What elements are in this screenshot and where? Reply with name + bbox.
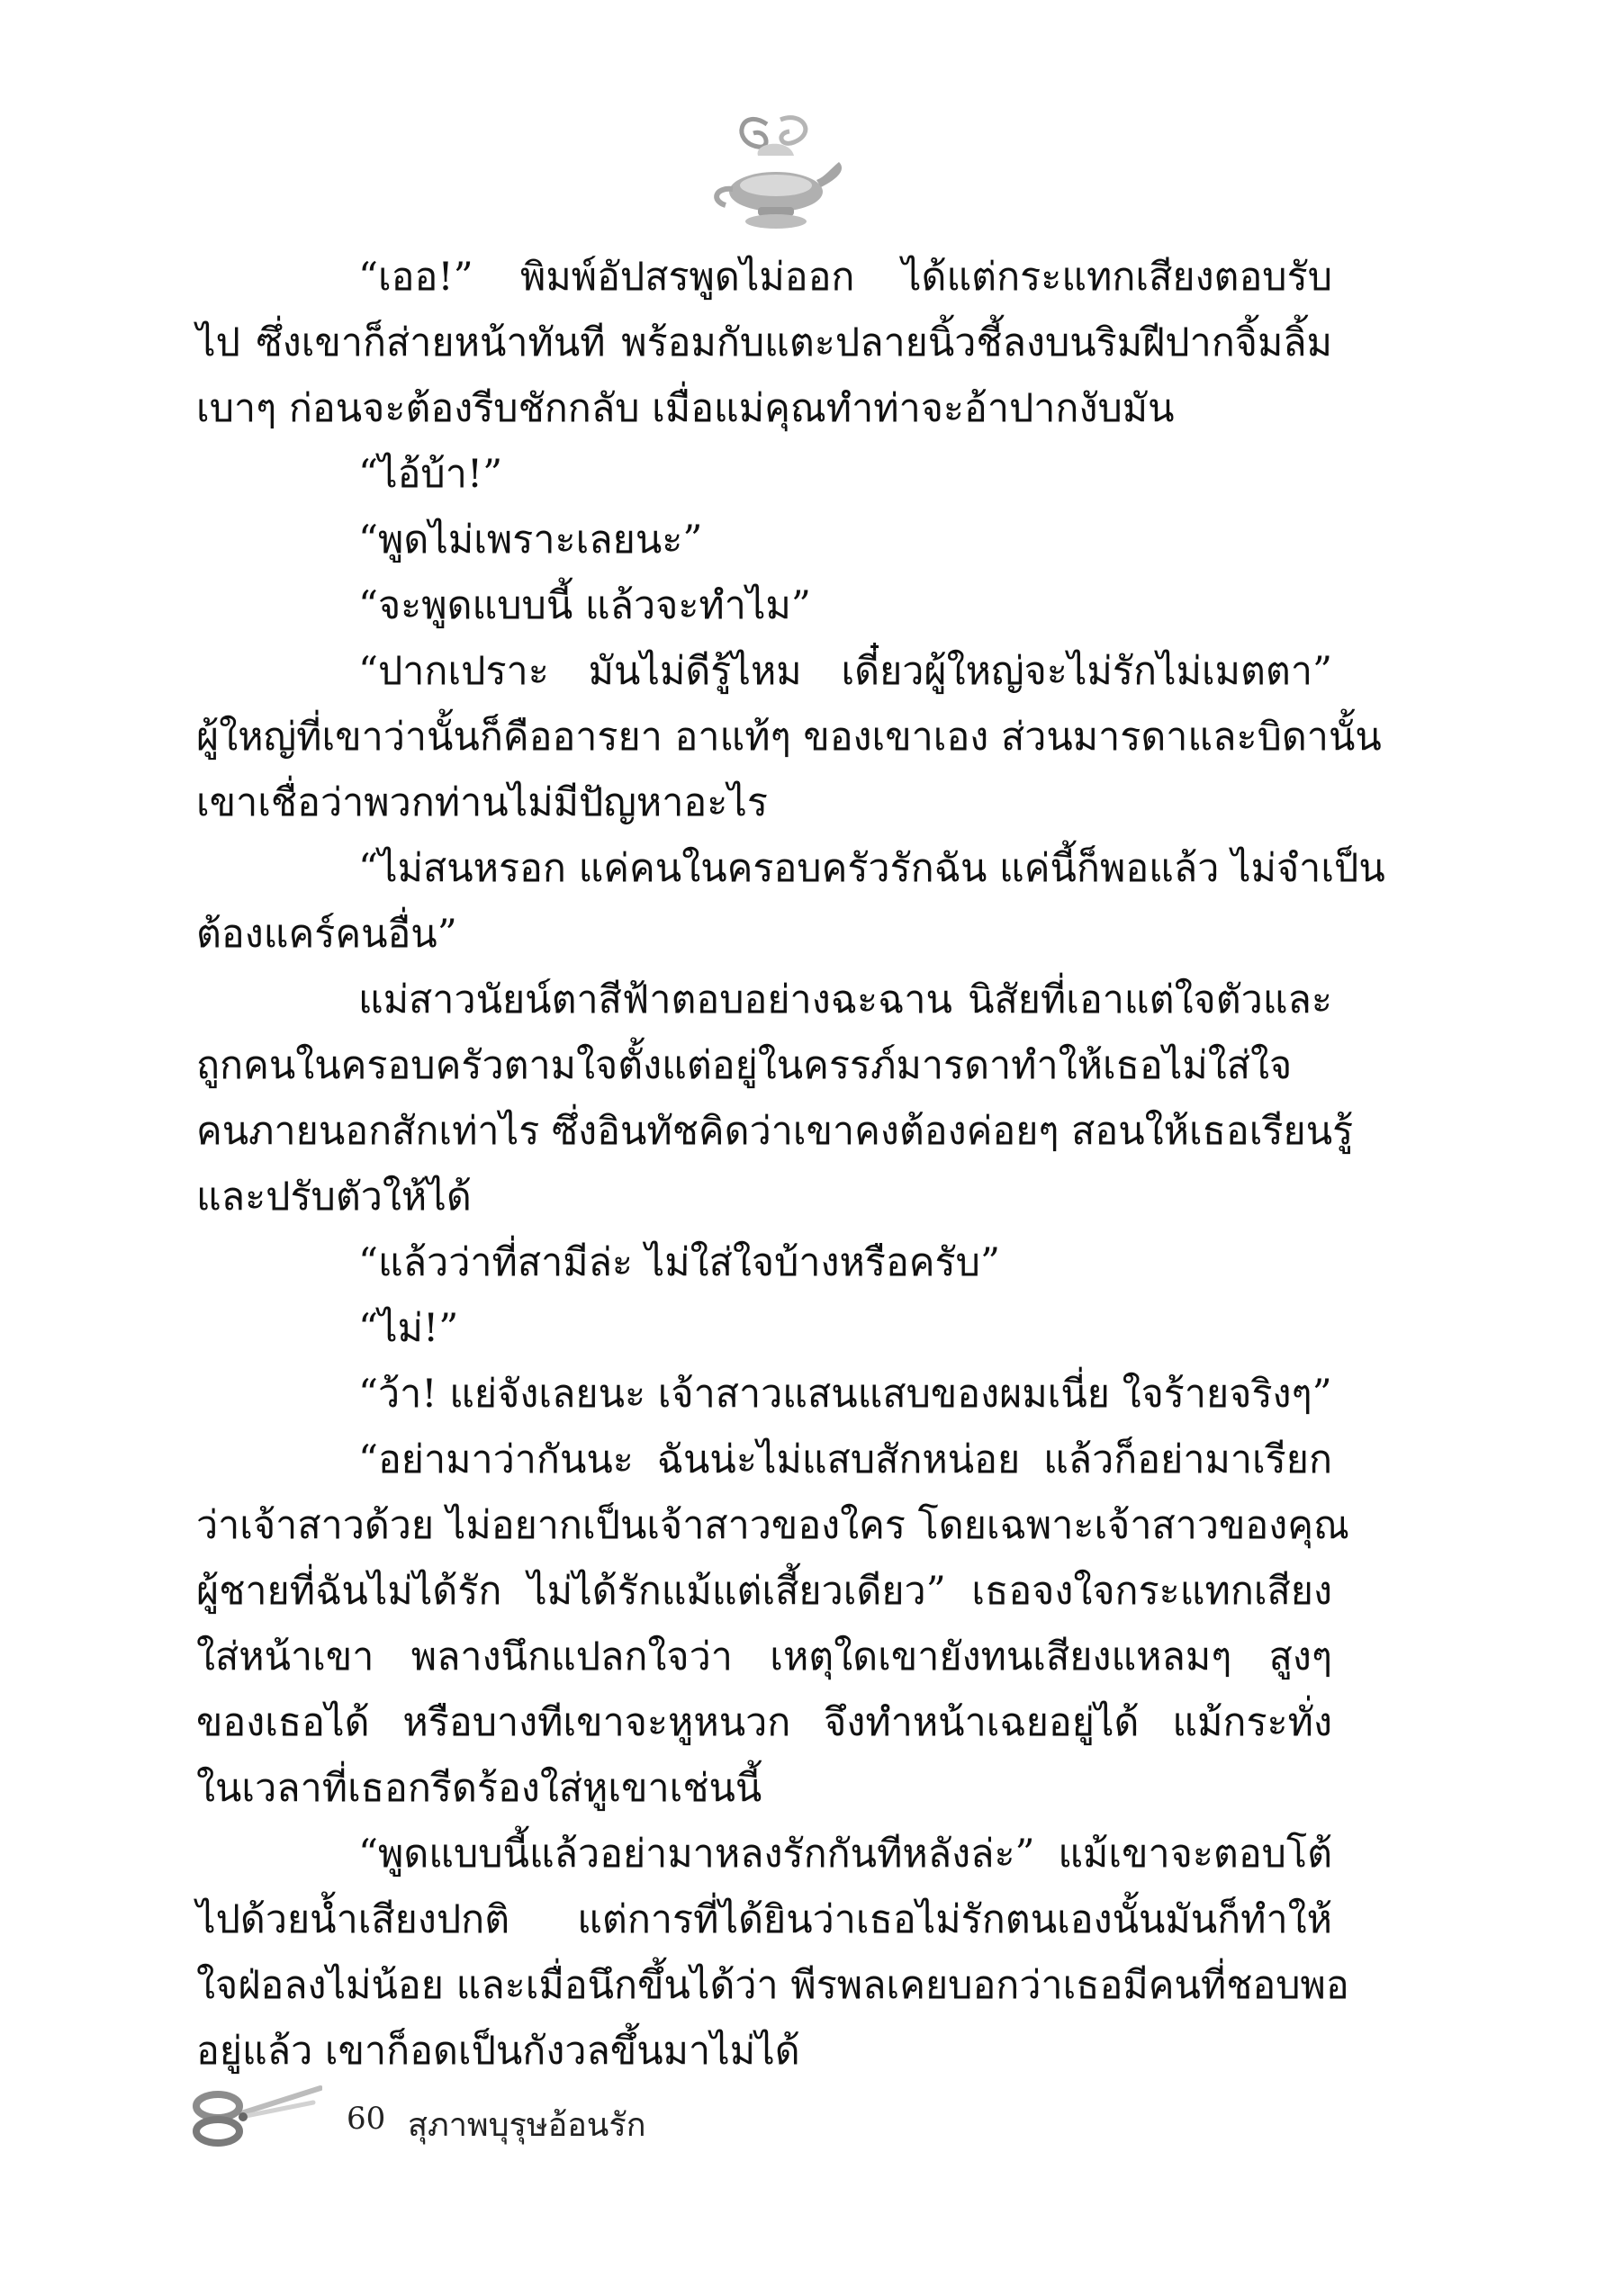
- paragraph: [196, 1362, 1332, 1427]
- paragraph: [196, 442, 1332, 508]
- text-line: “พูดไม่เพราะเลยนะ”: [358, 518, 703, 563]
- text-line: “เออ!” พิมพ์อัปสรพูดไม่ออก ได้แต่กระแทกเสียงตอบรับ: [358, 255, 1332, 300]
- text-line: ถูกคนในครอบครัวตามใจตั้งแต่อยู่ในครรภ์มารดาทำให้เธอไม่ใส่ใจ: [196, 1043, 1293, 1088]
- paragraph: [196, 639, 1382, 836]
- paragraph: [196, 1296, 1332, 1362]
- text-line: “จะพูดแบบนี้ แล้วจะทำไม”: [358, 583, 811, 628]
- text-line: และปรับตัวให้ได้: [196, 1175, 472, 1220]
- text-line: “พูดแบบนี้แล้วอย่ามาหลงรักกันทีหลังล่ะ” แม้เขาจะตอบโต้: [358, 1832, 1332, 1877]
- paragraph: [196, 1230, 1332, 1296]
- text-line: “อย่ามาว่ากันนะ ฉันน่ะไม่แสบสักหน่อย แล้วก็อย่ามาเรียก: [358, 1437, 1332, 1482]
- text-line: เบาๆ ก่อนจะต้องรีบชักกลับ เมื่อแม่คุณทำท่าจะอ้าปากงับมัน: [196, 386, 1175, 431]
- text-line: คนภายนอกสักเท่าไร ซึ่งอินทัชคิดว่าเขาคงต้องค่อยๆ สอนให้เธอเรียนรู้: [196, 1109, 1354, 1154]
- text-line: ไป ซึ่งเขาก็ส่ายหน้าทันที พร้อมกับแตะปลายนิ้วชี้ลงบนริมฝีปากจิ้มลิ้ม: [196, 320, 1332, 365]
- scissors-icon: [187, 2070, 322, 2160]
- text-line: อยู่แล้ว เขาก็อดเป็นกังวลขึ้นมาไม่ได้: [196, 2029, 800, 2074]
- text-line: “ไม่!”: [358, 1306, 459, 1351]
- text-line: ใส่หน้าเขา พลางนึกแปลกใจว่า เหตุใดเขายังทนเสียงแหลมๆ สูงๆ: [196, 1634, 1332, 1679]
- text-line: ใจฝ่อลงไม่น้อย และเมื่อนึกขึ้นได้ว่า พีรพลเคยบอกว่าเธอมีคนที่ชอบพอ: [196, 1963, 1349, 2008]
- paragraph: [196, 836, 1385, 968]
- text-line: “ว้า! แย่จังเลยนะ เจ้าสาวแสนแสบของผมเนี่ย ใจร้ายจริงๆ”: [358, 1372, 1332, 1417]
- text-line: “ไอ้บ้า!”: [358, 452, 503, 497]
- text-line: ว่าเจ้าสาวด้วย ไม่อยากเป็นเจ้าสาวของใคร โดยเฉพาะเจ้าสาวของคุณ: [196, 1503, 1349, 1548]
- text-line: ในเวลาที่เธอกรีดร้องใส่หูเขาเช่นนี้: [196, 1766, 762, 1811]
- paragraph: [196, 1427, 1349, 1822]
- text-line: ผู้ใหญ่ที่เขาว่านั้นก็คืออารยา อาแท้ๆ ของเขาเอง ส่วนมารดาและบิดานั้น: [196, 715, 1382, 760]
- text-line: “ปากเปราะ มันไม่ดีรู้ไหม เดี๋ยวผู้ใหญ่จะไม่รักไม่เมตตา”: [358, 649, 1332, 694]
- text-line: แม่สาวนัยน์ตาสีฟ้าตอบอย่างฉะฉาน นิสัยที่เอาแต่ใจตัวและ: [358, 977, 1332, 1022]
- teapot-lamp-icon: [704, 106, 848, 241]
- page-footer: [187, 2070, 817, 2169]
- text-line: “ไม่สนหรอก แค่คนในครอบครัวรักฉัน แค่นี้ก็พอแล้ว ไม่จำเป็น: [358, 846, 1385, 891]
- paragraph: [196, 968, 1354, 1230]
- paragraph: [196, 573, 1332, 639]
- text-line: “แล้วว่าที่สามีล่ะ ไม่ใส่ใจบ้างหรือครับ”: [358, 1240, 1000, 1285]
- text-line: ผู้ชายที่ฉันไม่ได้รัก ไม่ได้รักแม้แต่เสี้ยวเดียว” เธอจงใจกระแทกเสียง: [196, 1569, 1332, 1614]
- paragraph: [196, 508, 1332, 573]
- page-number: 60: [347, 2101, 386, 2137]
- book-title: สุภาพบุรุษอ้อนรัก: [408, 2107, 646, 2144]
- text-line: ของเธอได้ หรือบางทีเขาจะหูหนวก จึงทำหน้าเฉยอยู่ได้ แม้กระทั่ง: [196, 1700, 1332, 1745]
- text-line: ไปด้วยน้ำเสียงปกติ แต่การที่ได้ยินว่าเธอไม่รักตนเองนั้นมันก็ทำให้: [196, 1897, 1332, 1942]
- body-text: [196, 245, 1385, 2084]
- paragraph: [196, 1822, 1349, 2084]
- text-line: ต้องแคร์คนอื่น”: [196, 912, 457, 957]
- text-line: เขาเชื่อว่าพวกท่านไม่มีปัญหาอะไร: [196, 780, 769, 825]
- paragraph: [196, 245, 1332, 442]
